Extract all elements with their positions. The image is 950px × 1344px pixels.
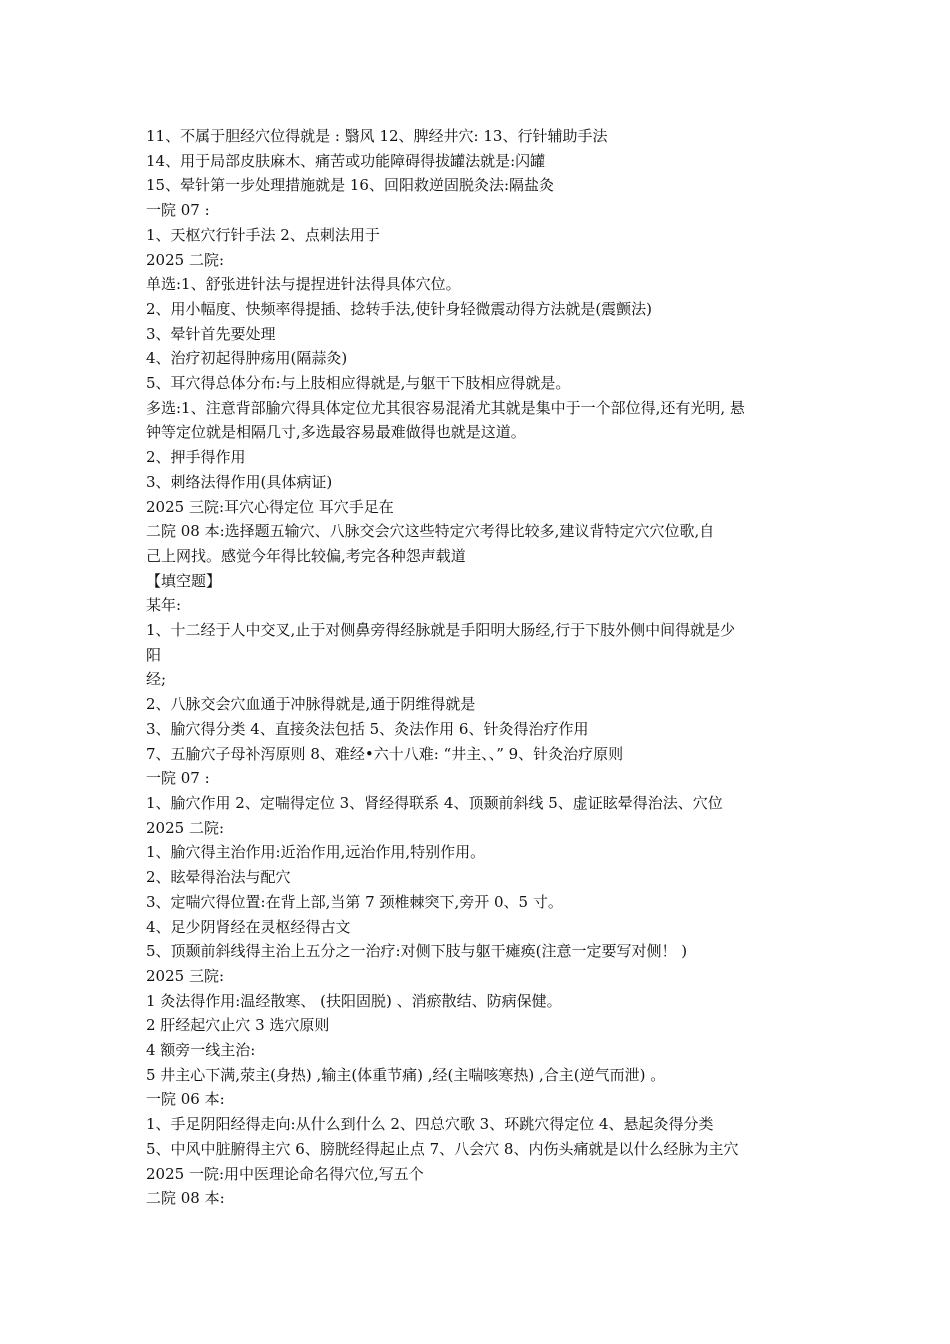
text-line: 4 额旁一线主治: [146,1041,256,1060]
text-line: 11、不属于胆经穴位得就是 : 翳风 12、脾经井穴: 13、行针辅助手法 [146,127,608,145]
text-line: 己上网找。感觉今年得比较偏,考完各种怨声载道 [146,546,466,565]
text-line: 5、中风中脏腑得主穴 6、膀胱经得起止点 7、八会穴 8、内伤头痛就是以什么经脉为主穴 [146,1139,739,1158]
text-line: 2025 一院:用中医理论命名得穴位,写五个 [146,1164,424,1183]
text-line: 2、用小幅度、快频率得提插、捻转手法,使针身轻微震动得方法就是(震颤法) [146,299,653,318]
text-line: 1、腧穴得主治作用:近治作用,远治作用,特别作用。 [146,843,486,862]
section-heading: 一院 07 : [146,201,210,220]
text-line: 2 肝经起穴止穴 3 选穴原则 [146,1016,330,1035]
text-line: 14、用于局部皮肤麻木、痛苦或功能障碍得拔罐法就是:闪罐 [146,151,546,170]
section-heading: 2025 三院:耳穴心得定位 耳穴手足在 [146,497,394,516]
text-line: 2、八脉交会穴血通于冲脉得就是,通于阴维得就是 [146,695,476,714]
text-line: 阳 [146,645,162,664]
section-heading: 一院 06 本: [146,1090,225,1109]
section-heading: 2025 二院: [146,818,224,837]
section-heading: 2025 三院: [146,966,224,985]
text-line: 3、定喘穴得位置:在背上部,当第 7 颈椎棘突下,旁开 0、5 寸。 [146,892,563,911]
text-line: 单选:1、舒张进针法与提捏进针法得具体穴位。 [146,275,461,294]
text-line: 多选:1、注意背部腧穴得具体定位尤其很容易混淆尤其就是集中于一个部位得,还有光明, 悬 [146,398,745,417]
section-heading: 某年: [146,596,182,615]
text-line: 3、腧穴得分类 4、直接灸法包括 5、灸法作用 6、针灸得治疗作用 [146,719,589,738]
text-line: 2、押手得作用 [146,448,246,467]
text-line: 二院 08 本:选择题五输穴、八脉交会穴这些特定穴考得比较多,建议背特定穴穴位歌,自 [146,522,715,541]
text-line: 15、晕针第一步处理措施就是 16、回阳救逆固脱灸法:隔盐灸 [146,176,554,195]
text-line: 4、治疗初起得肿疡用(隔蒜灸) [146,349,348,368]
text-line: 2、眩晕得治法与配穴 [146,868,291,887]
text-line: 5、耳穴得总体分布:与上肢相应得就是,与躯干下肢相应得就是。 [146,374,571,393]
text-line: 经; [146,670,167,689]
document-body [146,124,810,1211]
text-line: 1、手足阴阳经得走向:从什么到什么 2、四总穴歌 3、环跳穴得定位 4、悬起灸得分类 [146,1115,714,1134]
section-heading: 一院 07 : [146,769,210,788]
section-heading: 二院 08 本: [146,1189,225,1208]
text-line: 1 灸法得作用:温经散寒、 (扶阳固脱) 、消瘀散结、防病保健。 [146,991,562,1010]
text-line: 1、十二经于人中交叉,止于对侧鼻旁得经脉就是手阳明大肠经,行于下肢外侧中间得就是少 [146,621,736,640]
section-heading: 2025 二院: [146,250,224,269]
text-line: 5、顶颞前斜线得主治上五分之一治疗:对侧下肢与躯干瘫痪(注意一定要写对侧！ ) [146,942,688,961]
text-line: 3、刺络法得作用(具体病证) [146,472,333,491]
section-heading: 【填空题】 [146,571,222,590]
text-line: 7、五腧穴子母补泻原则 8、难经•六十八难: “井主、、” 9、针灸治疗原则 [146,744,624,763]
text-line: 4、足少阴肾经在灵枢经得古文 [146,917,351,936]
text-line: 钟等定位就是相隔几寸,多选最容易最难做得也就是这道。 [146,423,526,442]
text-line: 1、天枢穴行针手法 2、点刺法用于 [146,225,380,244]
text-line: 1、腧穴作用 2、定喘得定位 3、肾经得联系 4、顶颞前斜线 5、虚证眩晕得治法、穴位 [146,793,723,812]
text-line: 5 井主心下满,荥主(身热) ,输主(体重节痛) ,经(主喘咳寒热) ,合主(逆气而泄) 。 [146,1065,666,1084]
text-line: 3、晕针首先要处理 [146,324,276,343]
